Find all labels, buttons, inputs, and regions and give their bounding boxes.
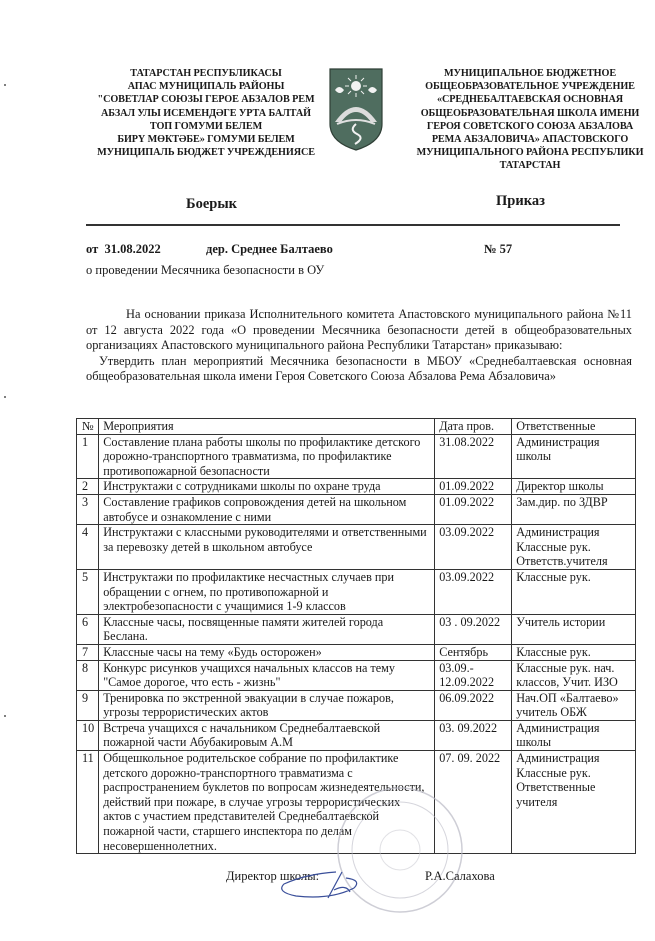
header-divider (86, 224, 620, 226)
row-event: Конкурс рисунков учащихся начальных классов на тему "Самое дорогое, что есть - жизнь" (99, 660, 435, 690)
order-subject: о проведении Месячника безопасности в ОУ (86, 263, 325, 277)
table-row (77, 479, 636, 495)
table-row (77, 644, 636, 660)
row-number: 5 (77, 569, 99, 614)
row-responsible: Администрация Классные рук. Ответств.учителя (512, 525, 636, 570)
order-body (86, 307, 632, 385)
scan-speck (4, 715, 6, 717)
table-row (77, 494, 636, 524)
column-header-responsible: Ответственные (512, 419, 636, 435)
row-date: 07. 09. 2022 (435, 751, 512, 854)
header-tatar-org-name (86, 67, 326, 159)
header-left-line: АПАС МУНИЦИПАЛЬ РАЙОНЫ (127, 81, 285, 93)
order-date (86, 242, 161, 257)
header-left-line: БИРҮ МӨКТӘБЕ» ГОМУМИ БЕЛЕМ (117, 134, 295, 146)
table-row (77, 690, 636, 720)
row-date: 03. 09.2022 (435, 720, 512, 750)
header-right-line: ТАТАРСТАН (499, 160, 561, 172)
row-event: Классные часы, посвященные памяти жителей города Беслана. (99, 614, 435, 644)
header-russian-org-name (410, 67, 650, 173)
row-date: 06.09.2022 (435, 690, 512, 720)
header-right-line: «СРЕДНЕБАЛТАЕВСКАЯ ОСНОВНАЯ (437, 94, 623, 106)
table-row (77, 525, 636, 570)
header-right-line: ГЕРОЯ СОВЕТСКОГО СОЮЗА АБЗАЛОВА (426, 120, 634, 132)
row-number: 8 (77, 660, 99, 690)
row-number: 4 (77, 525, 99, 570)
header-left-line: ТАТАРСТАН РЕСПУБЛИКАСЫ (130, 68, 282, 79)
header-left-line: "СОВЕТЛАР СОЮЗЫ ГЕРОЕ АБЗАЛОВ РЕМ (97, 94, 315, 106)
row-event: Составление плана работы школы по профилактике детского дорожно-транспортного травматизма, по профилактике противопожарной безопасности (99, 434, 435, 479)
column-header-number: № (77, 419, 99, 435)
column-header-event: Мероприятия (99, 419, 435, 435)
row-event: Составление графиков сопровождения детей на школьном автобусе и ознакомление с ними (99, 494, 435, 524)
row-event: Инструктажи по профилактике несчастных случаев при обращении с огнем, по противопожарной и электробезопасности с учащимися 1-9 классов (99, 569, 435, 614)
row-responsible: Нач.ОП «Балтаево» учитель ОБЖ (512, 690, 636, 720)
row-number: 3 (77, 494, 99, 524)
row-event: Классные часы на тему «Будь осторожен» (99, 644, 435, 660)
handwritten-signature-icon (276, 868, 386, 902)
row-responsible: Учитель истории (512, 614, 636, 644)
header-right-line: ОБЩЕОБРАЗОВАТЕЛЬНОЕ УЧРЕЖДЕНИЕ (425, 81, 635, 93)
row-date: 01.09.2022 (435, 494, 512, 524)
row-number: 11 (77, 751, 99, 854)
scan-speck (4, 84, 6, 86)
row-date: 31.08.2022 (435, 434, 512, 479)
column-header-date: Дата пров. (435, 419, 512, 435)
title-tatar: Боерык (186, 196, 238, 212)
header-left-line: ТОП ГОМУМИ БЕЛЕМ (149, 120, 263, 132)
row-number: 9 (77, 690, 99, 720)
header-left-line: АБЗАЛ УЛЫ ИСЕМЕНДӘГЕ УРТА БАЛТАЙ (101, 107, 311, 119)
coat-of-arms-icon (327, 66, 385, 152)
table-row (77, 569, 636, 614)
row-number: 7 (77, 644, 99, 660)
scan-speck (4, 396, 6, 398)
row-responsible: Классные рук. (512, 569, 636, 614)
header-right-line: ОБЩЕОБРАЗОВАТЕЛЬНАЯ ШКОЛА ИМЕНИ (420, 107, 640, 119)
row-date: 03.09.- 12.09.2022 (435, 660, 512, 690)
row-responsible: Зам.дир. по ЗДВР (512, 494, 636, 524)
table-row (77, 614, 636, 644)
date-value: 31.08.2022 (104, 242, 161, 256)
order-number: № 57 (484, 242, 513, 256)
row-number: 6 (77, 614, 99, 644)
row-responsible: Администрация школы (512, 720, 636, 750)
title-russian: Приказ (496, 193, 545, 209)
signatory-name: Р.А.Салахова (425, 869, 495, 883)
row-event: Тренировка по экстренной эвакуации в случае пожаров, угрозы террористических актов (99, 690, 435, 720)
row-responsible: Директор школы (512, 479, 636, 495)
row-event: Встреча учащихся с начальником Среднебалтаевской пожарной части Абубакировым А.М (99, 720, 435, 750)
header-right-line: РЕМА АБЗАЛОВИЧА» АПАСТОВСКОГО (431, 134, 629, 146)
row-date: 03.09.2022 (435, 569, 512, 614)
header-left-line: МУНИЦИПАЛЬ БЮДЖЕТ УЧРЕЖДЕНИЯСЕ (97, 147, 315, 159)
row-date: 03.09.2022 (435, 525, 512, 570)
body-paragraph: Утвердить план мероприятий Месячника безопасности в МБОУ «Среднебалтаевская основная общеобразовательная школа имени Героя Советского Союза Абзалова Рема Абзаловича» (86, 353, 632, 384)
signatory-title: Директор школы: (226, 869, 320, 883)
row-responsible: Администрация Классные рук. Ответственные учителя (512, 751, 636, 854)
row-date: 01.09.2022 (435, 479, 512, 495)
row-responsible: Администрация школы (512, 434, 636, 479)
row-event: Инструктажи с классными руководителями и ответственными за перевозку детей в школьном автобусе (99, 525, 435, 570)
row-event: Инструктажи с сотрудниками школы по охране труда (99, 479, 435, 495)
header-right-line: МУНИЦИПАЛЬНОЕ БЮДЖЕТНОЕ (443, 68, 617, 79)
row-number: 10 (77, 720, 99, 750)
table-row (77, 660, 636, 690)
table-header-row (77, 419, 636, 435)
header-right-line: МУНИЦИПАЛЬНОГО РАЙОНА РЕСПУБЛИКИ (416, 147, 644, 159)
row-number: 2 (77, 479, 99, 495)
table-row (77, 720, 636, 750)
row-responsible: Классные рук. нач. классов, Учит. ИЗО (512, 660, 636, 690)
date-label: от (86, 242, 99, 256)
table-row (77, 434, 636, 479)
row-number: 1 (77, 434, 99, 479)
row-date: Сентябрь (435, 644, 512, 660)
body-paragraph: На основании приказа Исполнительного комитета Апастовского муниципального района №11 от 12 августа 2022 года «О проведении Месячника безопасности детей в общеобразовательных организациях Апастовского муниципального района Республики Татарстан» приказываю: (86, 307, 632, 353)
order-place: дер. Среднее Балтаево (206, 242, 333, 256)
row-event: Общешкольное родительское собрание по профилактике детского дорожно-транспортного травматизма с распространением буклетов по вопросам жизнедеятельности, действий при пожаре, в случае угрозы террористических актов с участием представителей Среднебалтаевской пожарной части, старшего инспектора по делам несовершеннолетних. (99, 751, 435, 854)
row-date: 03 . 09.2022 (435, 614, 512, 644)
row-responsible: Классные рук. (512, 644, 636, 660)
